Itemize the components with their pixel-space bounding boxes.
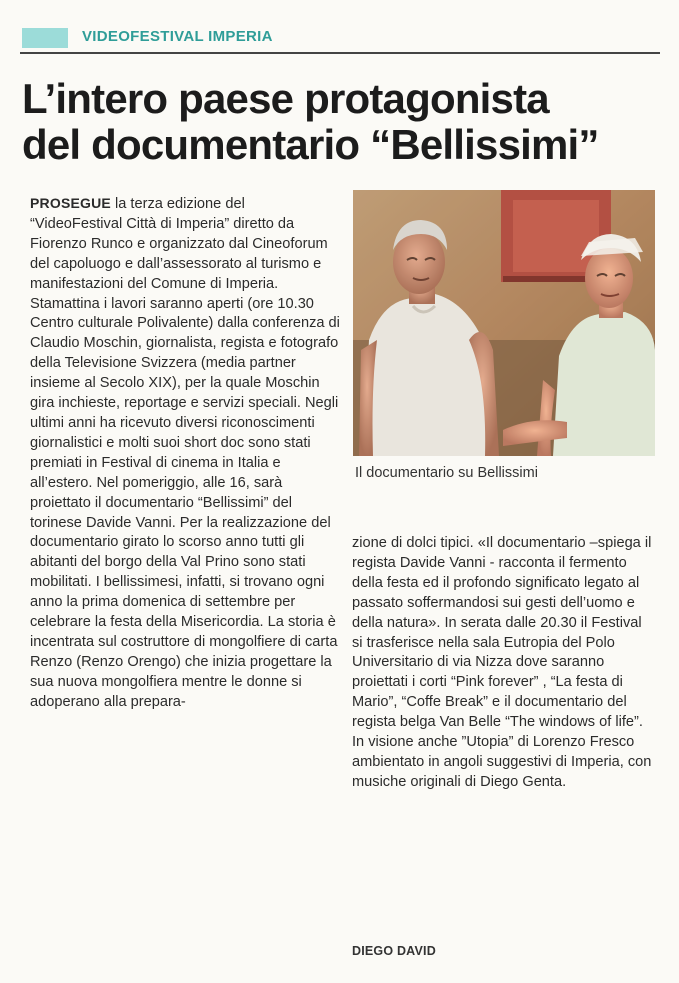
- section-kicker: VIDEOFESTIVAL IMPERIA: [82, 28, 273, 45]
- headline-line-2: del documentario “Bellissimi”: [22, 121, 599, 168]
- byline: DIEGO DAVID: [352, 944, 436, 958]
- headline: [22, 76, 662, 168]
- article-column-2: [352, 534, 652, 793]
- photo-two-elderly-men: [353, 190, 655, 456]
- article-photo: [353, 190, 655, 456]
- photo-caption: Il documentario su Bellissimi: [355, 465, 538, 481]
- article-column-1: [30, 194, 340, 713]
- column-1-text: la terza edizione del “VideoFestival Città di Imperia” diretto da Fiorenzo Runco e organizzato dal Cineoforum del capoluogo e dall’assessorato al turismo e manifestazioni del Comune di Imperia. Stamattina i lavori saranno aperti (ore 10.30 Centro culturale Polivalente) dalla conferenza di Claudio Moschin, giornalista, regista e fotografo della Televisione Svizzera (media partner insieme al Secolo XIX), per la quale Moschin gira inchieste, reportage e servizi speciali. Negli ultimi anni ha ricevuto diversi riconoscimenti giornalistici e molti suoi short doc sono stati premiati in Festival di cinema in Italia e all’estero. Nel pomeriggio, alle 16, sarà proiettato il documentario “Bellissimi” del torinese Davide Vanni. Per la realizzazione del documentario girato lo scorso anno tutti gli abitanti del borgo della Val Prino sono stati mobilitati. I bellissimesi, infatti, si trovano ogni anno la prima domenica di settembre per celebrare la festa della Misericordia. La storia è incentrata sul costruttore di mongolfiere di carta Renzo (Renzo Orengo) che inizia progettare la sua nuova mongolfiera mentre le donne si adoperano alla prepara-: [30, 196, 340, 710]
- column-2-text: zione di dolci tipici. «Il documentario –spiega il regista Davide Vanni - racconta il fermento della festa ed il profondo significato legato al passato soffermandosi sui gesti dell’uomo e della natura». In serata dalle 20.30 il Festival si trasferisce nella sala Eutropia del Polo Universitario di via Nizza dove saranno proiettati i corti “Pink forever” , “La festa di Mario”, “Coffe Break” e il documentario del regista belga Van Belle “The windows of life”. In visione anche ”Utopia” di Lorenzo Fresco ambientato in angoli suggestivi di Imperia, con musiche originali di Diego Genta.: [352, 535, 652, 790]
- lead-word: PROSEGUE: [30, 195, 111, 211]
- section-rule: [20, 52, 660, 54]
- section-header: [20, 24, 660, 52]
- section-color-block: [22, 28, 68, 48]
- headline-line-1: L’intero paese protagonista: [22, 75, 549, 122]
